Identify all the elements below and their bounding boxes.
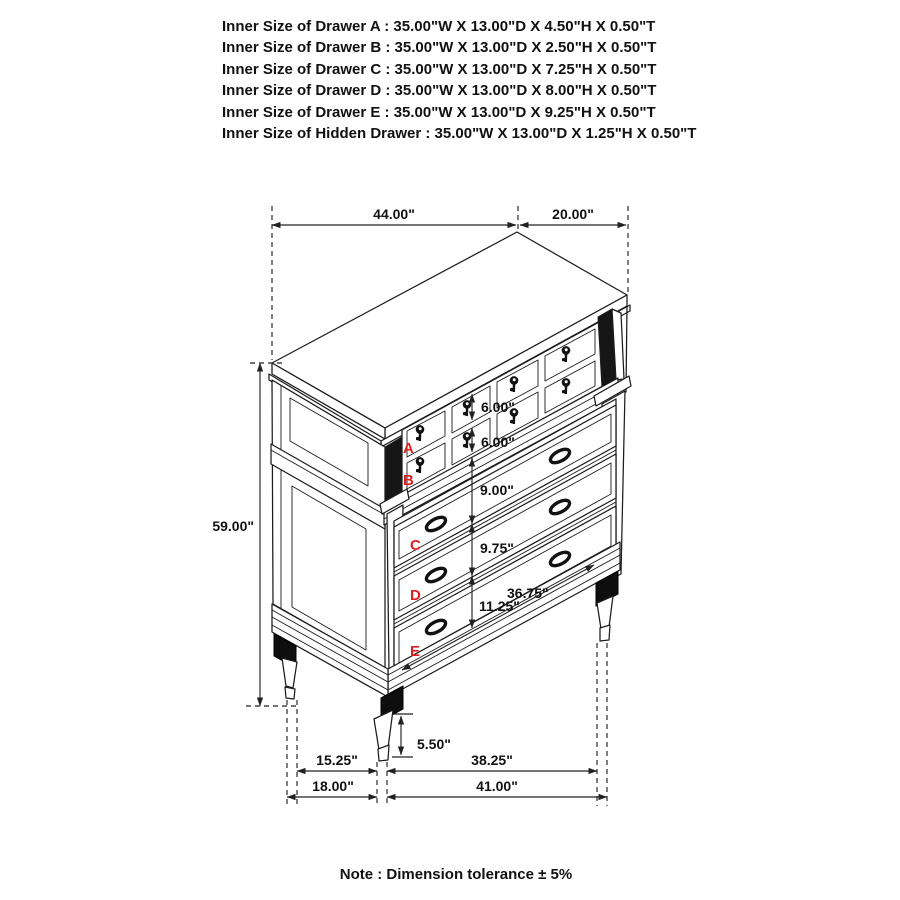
label-depth-outer: 18.00" bbox=[312, 778, 354, 794]
left-leg-projection bbox=[287, 700, 297, 806]
label-top-width: 44.00" bbox=[373, 206, 415, 222]
spec-line-hidden-drawer: Inner Size of Hidden Drawer : 35.00"W X 13.00"D X 1.25"H X 0.50"T bbox=[222, 125, 697, 142]
front-center-leg bbox=[374, 710, 393, 750]
spec-line-drawer-c: Inner Size of Drawer C : 35.00"W X 13.00"D X 7.25"H X 0.50"T bbox=[222, 61, 657, 78]
front-left-stile-upper bbox=[385, 437, 402, 502]
left-leg bbox=[282, 658, 297, 688]
letter-drawer-a: A bbox=[403, 440, 414, 457]
left-foot bbox=[285, 687, 295, 699]
label-row2: 6.00" bbox=[481, 434, 515, 450]
tolerance-note: Note : Dimension tolerance ± 5% bbox=[339, 866, 573, 883]
spec-line-drawer-a: Inner Size of Drawer A : 35.00"W X 13.00"D X 4.50"H X 0.50"T bbox=[222, 18, 656, 35]
label-depth-inner: 15.25" bbox=[316, 752, 358, 768]
label-drawer-c: 9.00" bbox=[480, 482, 514, 498]
label-width-inner: 38.25" bbox=[471, 752, 513, 768]
label-width-outer: 41.00" bbox=[476, 778, 518, 794]
letter-drawer-b: B bbox=[403, 472, 414, 489]
chest-drawing bbox=[269, 232, 631, 761]
drawer-size-spec-list bbox=[222, 18, 696, 142]
label-drawer-d: 9.75" bbox=[480, 540, 514, 556]
label-drawer-e: 11.25" bbox=[479, 598, 520, 614]
spec-line-drawer-d: Inner Size of Drawer D : 35.00"W X 13.00"D X 8.00"H X 0.50"T bbox=[222, 82, 657, 99]
label-top-depth: 20.00" bbox=[552, 206, 594, 222]
leg-dim-ticks bbox=[392, 714, 413, 757]
letter-drawer-e: E bbox=[410, 643, 421, 660]
label-row1: 6.00" bbox=[481, 399, 515, 415]
center-leg-projection bbox=[377, 762, 387, 806]
label-leg-height: 5.50" bbox=[417, 736, 451, 752]
label-height: 59.00" bbox=[212, 518, 254, 534]
letter-drawer-c: C bbox=[410, 537, 421, 554]
spec-line-drawer-b: Inner Size of Drawer B : 35.00"W X 13.00"D X 2.50"H X 0.50"T bbox=[222, 39, 657, 56]
spec-line-drawer-e: Inner Size of Drawer E : 35.00"W X 13.00"D X 9.25"H X 0.50"T bbox=[222, 104, 656, 121]
right-foot bbox=[600, 625, 610, 641]
letter-drawer-d: D bbox=[410, 587, 421, 604]
label-base-width: 36.75" bbox=[507, 585, 549, 601]
right-leg-projection bbox=[597, 643, 607, 806]
